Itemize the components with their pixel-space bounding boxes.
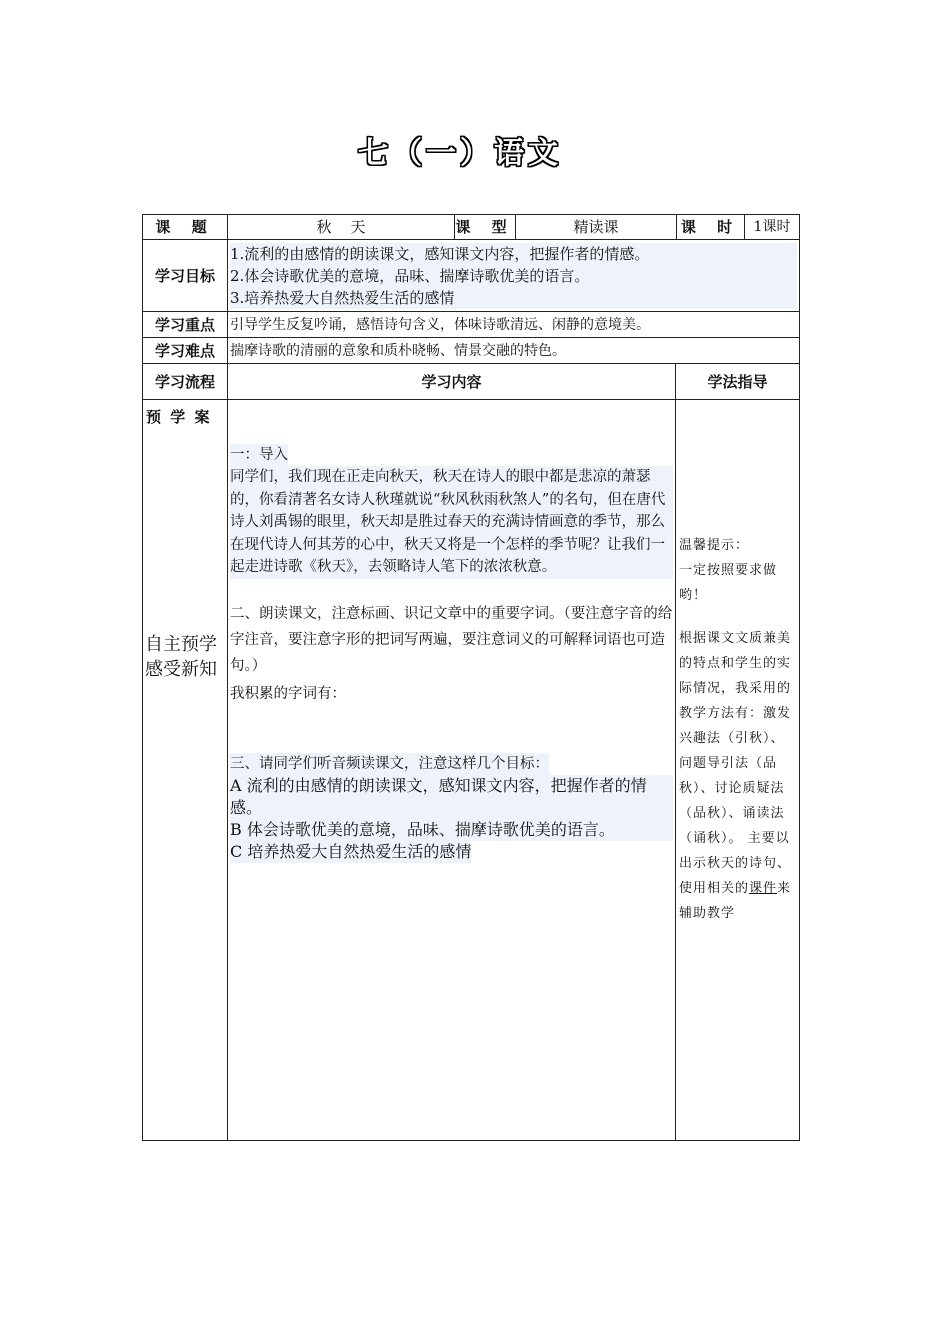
method-header: 学法指导	[675, 363, 800, 400]
topic-label: 课 题	[142, 214, 228, 240]
method-text-end: 来辅助教学	[679, 881, 792, 921]
intro-heading: 一：导入	[230, 444, 288, 466]
hours-value: 1课时	[744, 214, 800, 240]
stage-label: 自主预学感受新知	[145, 634, 217, 680]
content-header: 学习内容	[227, 363, 676, 400]
page-title: 七（一）语文	[358, 136, 562, 171]
hours-label: 课 时	[676, 214, 745, 240]
objectives-content	[227, 239, 800, 312]
objective-item: 2.体会诗歌优美的意境，品味、揣摩诗歌优美的语言。	[230, 265, 797, 287]
type-label: 课 型	[454, 214, 516, 240]
tip-text: 一定按照要求做哟！	[679, 563, 778, 603]
method-column	[675, 399, 800, 1141]
flow-column	[142, 399, 228, 1141]
flow-header: 学习流程	[142, 363, 228, 400]
focus-label: 学习重点	[142, 311, 228, 338]
difficulty-label: 学习难点	[142, 337, 228, 364]
topic-value: 秋 天	[227, 214, 455, 240]
goal-a: A 流利的由感情的朗读课文，感知课文内容，把握作者的情感。	[230, 775, 673, 819]
step3-text: 三、请同学们听音频读课文，注意这样几个目标：	[230, 753, 549, 775]
difficulty-text: 揣摩诗歌的清丽的意象和质朴晓畅、情景交融的特色。	[227, 337, 800, 364]
tip-title: 温馨提示：	[679, 538, 750, 553]
method-text-main: 根据课文文质兼美的特点和学生的实际情况，我采用的教学方法有：激发兴趣法（引秋）、问题导引法（品秋）、讨论质疑法（品秋）、诵读法（诵秋）。 主要以出示秋天的诗句、使用相关的	[679, 631, 792, 896]
type-value: 精读课	[515, 214, 677, 240]
objectives-label: 学习目标	[142, 239, 228, 312]
objective-item: 1.流利的由感情的朗读课文，感知课文内容，把握作者的情感。	[230, 243, 797, 265]
focus-text: 引导学生反复吟诵，感悟诗句含义，体味诗歌清远、闲静的意境美。	[227, 311, 800, 338]
lesson-plan-table	[142, 214, 800, 1141]
vocab-prompt: 我积累的字词有：	[230, 685, 346, 702]
objective-item: 3.培养热爱大自然热爱生活的感情	[230, 287, 797, 309]
courseware-link[interactable]: 课件	[749, 881, 778, 896]
goal-c: C 培养热爱大自然热爱生活的感情	[230, 841, 472, 861]
content-column	[227, 399, 676, 1141]
step2-text: 二、朗读课文，注意标画、识记文章中的重要字词。（要注意字音的给字注音，要注意字形的把词写两遍，要注意词义的可解释词语也可造句。）	[230, 605, 673, 674]
method-text	[679, 626, 797, 926]
preview-section-label: 预 学 案	[146, 408, 212, 426]
goal-b: B 体会诗歌优美的意境，品味、揣摩诗歌优美的语言。	[230, 819, 673, 841]
intro-text: 同学们，我们现在正走向秋天，秋天在诗人的眼中都是悲凉的萧瑟的，你看清著名女诗人秋瑾就说“秋风秋雨秋煞人”的名句，但在唐代诗人刘禹锡的眼里，秋天却是胜过春天的充满诗情画意的季节，那么在现代诗人何其芳的心中，秋天又将是一个怎样的季节呢？让我们一起走进诗歌《秋天》，去领略诗人笔下的浓浓秋意。	[230, 466, 673, 579]
